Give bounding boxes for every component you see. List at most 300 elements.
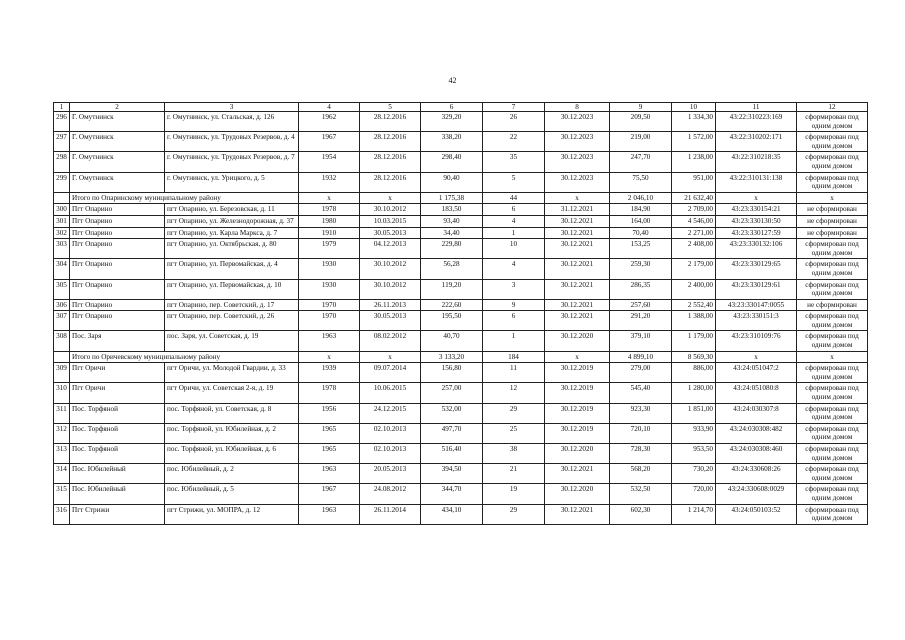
status-cell: сформирован под одним домом [797, 239, 868, 259]
district-total-label: Итого по Оричевскому муниципальному району [70, 351, 299, 363]
area-cell: 394,50 [421, 464, 483, 484]
cost-cell: 1 214,70 [672, 504, 716, 524]
cost-cell: 2 400,00 [672, 279, 716, 299]
area2-cell: 184,90 [610, 204, 672, 216]
column-number: 5 [360, 103, 421, 112]
area2-cell: 720,10 [610, 423, 672, 443]
year-cell: 1979 [299, 239, 360, 259]
blank-cell [54, 351, 70, 363]
year-cell: 1963 [299, 464, 360, 484]
area2-cell: 257,60 [610, 299, 672, 311]
area2-cell: 379,10 [610, 331, 672, 351]
column-number: 10 [672, 103, 716, 112]
year-cell: 1932 [299, 172, 360, 192]
deadline-cell: 30.12.2021 [545, 259, 610, 279]
column-number-row [54, 103, 868, 112]
year-cell: 1930 [299, 279, 360, 299]
address-cell: пгт Опарино, ул. Первомайская, д. 10 [165, 279, 299, 299]
cadastre-cell: 43:22:310223:169 [716, 112, 797, 132]
district-total-row [54, 351, 868, 363]
column-number: 3 [165, 103, 299, 112]
area-cell: 40,70 [421, 331, 483, 351]
area-cell: 3 133,20 [421, 351, 483, 363]
deadline-cell: 30.12.2020 [545, 484, 610, 504]
year-cell: х [299, 192, 360, 204]
address-cell: г. Омутнинск, ул. Трудовых Резервов, д. 4 [165, 132, 299, 152]
area2-cell: 247,70 [610, 152, 672, 172]
status-cell: не сформирован [797, 215, 868, 227]
cadastre-cell: 43:24:030308:482 [716, 423, 797, 443]
settlement-cell: Г. Омутнинск [70, 172, 165, 192]
year-cell: 1963 [299, 504, 360, 524]
residents-cell: 19 [483, 484, 545, 504]
address-cell: пгт Опарино, ул. Октябрьская, д. 80 [165, 239, 299, 259]
status-cell: сформирован под одним домом [797, 172, 868, 192]
deadline-cell: 30.12.2021 [545, 239, 610, 259]
table-row [54, 215, 868, 227]
settlement-cell: Пос. Юбилейный [70, 484, 165, 504]
row-number: 316 [54, 504, 70, 524]
residents-cell: 6 [483, 311, 545, 331]
settlement-cell: Пгт Стрижи [70, 504, 165, 524]
area-cell: 497,70 [421, 423, 483, 443]
residents-cell: 4 [483, 215, 545, 227]
area-cell: 434,10 [421, 504, 483, 524]
settlement-cell: Г. Омутнинск [70, 112, 165, 132]
deadline-cell: 30.12.2019 [545, 363, 610, 383]
date-cell: 09.07.2014 [360, 363, 421, 383]
area-cell: 183,50 [421, 204, 483, 216]
residents-cell: 44 [483, 192, 545, 204]
table-row [54, 227, 868, 239]
year-cell: 1965 [299, 444, 360, 464]
year-cell: 1967 [299, 484, 360, 504]
table-row [54, 331, 868, 351]
year-cell: 1954 [299, 152, 360, 172]
cadastre-cell: 43:22:310218:35 [716, 152, 797, 172]
status-cell: сформирован под одним домом [797, 152, 868, 172]
address-cell: пгт Стрижи, ул. МОПРА, д. 12 [165, 504, 299, 524]
column-number: 6 [421, 103, 483, 112]
cadastre-cell: х [716, 351, 797, 363]
date-cell: 08.02.2012 [360, 331, 421, 351]
address-cell: пгт Опарино, ул. Березовская, д. 11 [165, 204, 299, 216]
date-cell: 26.11.2013 [360, 299, 421, 311]
cost-cell: 1 280,00 [672, 383, 716, 403]
cadastre-cell: 43:24:330608:0029 [716, 484, 797, 504]
column-number: 1 [54, 103, 70, 112]
row-number: 309 [54, 363, 70, 383]
settlement-cell: Пгт Опарино [70, 239, 165, 259]
table-row [54, 132, 868, 152]
area-cell: 298,40 [421, 152, 483, 172]
area2-cell: 219,00 [610, 132, 672, 152]
year-cell: 1978 [299, 383, 360, 403]
cadastre-cell: 43:23:330147:0055 [716, 299, 797, 311]
area2-cell: 568,20 [610, 464, 672, 484]
area2-cell: 153,25 [610, 239, 672, 259]
address-cell: пос. Торфяной, ул. Юбилейная, д. 2 [165, 423, 299, 443]
deadline-cell: х [545, 351, 610, 363]
area2-cell: 279,00 [610, 363, 672, 383]
residents-cell: 1 [483, 227, 545, 239]
deadline-cell: 30.12.2021 [545, 215, 610, 227]
area2-cell: 259,30 [610, 259, 672, 279]
date-cell: 30.10.2012 [360, 204, 421, 216]
status-cell: сформирован под одним домом [797, 259, 868, 279]
date-cell: х [360, 192, 421, 204]
page-number: 42 [448, 76, 457, 85]
year-cell: х [299, 351, 360, 363]
date-cell: 02.10.2013 [360, 423, 421, 443]
cadastre-cell: 43:24:051080:8 [716, 383, 797, 403]
residents-cell: 22 [483, 132, 545, 152]
residents-cell: 3 [483, 279, 545, 299]
cadastre-cell: 43:23:330132:106 [716, 239, 797, 259]
date-cell: 28.12.2016 [360, 172, 421, 192]
residents-cell: 1 [483, 331, 545, 351]
date-cell: 24.08.2012 [360, 484, 421, 504]
address-cell: г. Омутнинск, ул. Стальская, д. 126 [165, 112, 299, 132]
row-number: 300 [54, 204, 70, 216]
area-cell: 329,20 [421, 112, 483, 132]
cost-cell: 951,00 [672, 172, 716, 192]
status-cell: сформирован под одним домом [797, 112, 868, 132]
cost-cell: 2 408,00 [672, 239, 716, 259]
deadline-cell: 30.12.2020 [545, 331, 610, 351]
row-number: 313 [54, 444, 70, 464]
area-cell: 56,28 [421, 259, 483, 279]
status-cell: не сформирован [797, 204, 868, 216]
settlement-cell: Пгт Опарино [70, 259, 165, 279]
status-cell: сформирован под одним домом [797, 423, 868, 443]
status-cell: не сформирован [797, 227, 868, 239]
area-cell: 229,80 [421, 239, 483, 259]
address-cell: пгт Опарино, пер. Советский, д. 26 [165, 311, 299, 331]
settlement-cell: Г. Омутнинск [70, 152, 165, 172]
row-number: 315 [54, 484, 70, 504]
address-cell: г. Омутнинск, ул. Урицкого, д. 5 [165, 172, 299, 192]
year-cell: 1956 [299, 403, 360, 423]
date-cell: 20.05.2013 [360, 464, 421, 484]
cost-cell: 1 388,00 [672, 311, 716, 331]
date-cell: 26.11.2014 [360, 504, 421, 524]
deadline-cell: 30.12.2021 [545, 464, 610, 484]
table-row [54, 464, 868, 484]
district-total-label: Итого по Опаринскому муниципальному району [70, 192, 299, 204]
cost-cell: 1 334,30 [672, 112, 716, 132]
status-cell: сформирован под одним домом [797, 504, 868, 524]
area-cell: 344,70 [421, 484, 483, 504]
area2-cell: 164,00 [610, 215, 672, 227]
row-number: 303 [54, 239, 70, 259]
year-cell: 1970 [299, 311, 360, 331]
status-cell: сформирован под одним домом [797, 363, 868, 383]
cost-cell: 21 632,40 [672, 192, 716, 204]
cost-cell: 886,00 [672, 363, 716, 383]
table-row [54, 172, 868, 192]
residents-cell: 5 [483, 172, 545, 192]
cadastre-cell: 43:22:310202:171 [716, 132, 797, 152]
address-cell: пос. Заря, ул. Советская, д. 19 [165, 331, 299, 351]
table-row [54, 363, 868, 383]
area2-cell: 2 046,10 [610, 192, 672, 204]
address-cell: пос. Юбилейный, д. 2 [165, 464, 299, 484]
deadline-cell: 30.12.2019 [545, 403, 610, 423]
year-cell: 1967 [299, 132, 360, 152]
cadastre-cell: 43:23:330130:50 [716, 215, 797, 227]
year-cell: 1980 [299, 215, 360, 227]
housing-register-table [53, 102, 868, 525]
cost-cell: 2 179,00 [672, 259, 716, 279]
residents-cell: 9 [483, 299, 545, 311]
row-number: 314 [54, 464, 70, 484]
area2-cell: 532,50 [610, 484, 672, 504]
year-cell: 1962 [299, 112, 360, 132]
cost-cell: 720,00 [672, 484, 716, 504]
row-number: 298 [54, 152, 70, 172]
area-cell: 532,00 [421, 403, 483, 423]
address-cell: пгт Опарино, пер. Советский, д. 17 [165, 299, 299, 311]
settlement-cell: Г. Омутнинск [70, 132, 165, 152]
date-cell: 24.12.2015 [360, 403, 421, 423]
table-row [54, 239, 868, 259]
cadastre-cell: 43:24:330608:26 [716, 464, 797, 484]
settlement-cell: Пгт Опарино [70, 299, 165, 311]
row-number: 311 [54, 403, 70, 423]
deadline-cell: 30.12.2021 [545, 227, 610, 239]
year-cell: 1930 [299, 259, 360, 279]
column-number: 4 [299, 103, 360, 112]
district-total-row [54, 192, 868, 204]
residents-cell: 25 [483, 423, 545, 443]
area2-cell: 545,40 [610, 383, 672, 403]
deadline-cell: 30.12.2021 [545, 279, 610, 299]
cost-cell: 1 238,00 [672, 152, 716, 172]
address-cell: пос. Юбилейный, д. 5 [165, 484, 299, 504]
status-cell: сформирован под одним домом [797, 279, 868, 299]
deadline-cell: 30.12.2019 [545, 383, 610, 403]
status-cell: сформирован под одним домом [797, 484, 868, 504]
row-number: 297 [54, 132, 70, 152]
residents-cell: 26 [483, 112, 545, 132]
column-number: 11 [716, 103, 797, 112]
residents-cell: 38 [483, 444, 545, 464]
row-number: 307 [54, 311, 70, 331]
cost-cell: 4 546,00 [672, 215, 716, 227]
row-number: 306 [54, 299, 70, 311]
year-cell: 1963 [299, 331, 360, 351]
cadastre-cell: 43:24:050103:52 [716, 504, 797, 524]
date-cell: 10.06.2015 [360, 383, 421, 403]
area-cell: 338,20 [421, 132, 483, 152]
date-cell: 30.10.2012 [360, 279, 421, 299]
table-row [54, 259, 868, 279]
cadastre-cell: 43:23:330154:21 [716, 204, 797, 216]
cadastre-cell: 43:23:310109:76 [716, 331, 797, 351]
table-row [54, 279, 868, 299]
area-cell: 90,40 [421, 172, 483, 192]
residents-cell: 6 [483, 204, 545, 216]
year-cell: 1970 [299, 299, 360, 311]
table-row [54, 504, 868, 524]
area-cell: 34,40 [421, 227, 483, 239]
cost-cell: 953,50 [672, 444, 716, 464]
date-cell: 30.10.2012 [360, 259, 421, 279]
area-cell: 222,60 [421, 299, 483, 311]
cadastre-cell: 43:23:330129:61 [716, 279, 797, 299]
residents-cell: 4 [483, 259, 545, 279]
status-cell: не сформирован [797, 299, 868, 311]
table-row [54, 484, 868, 504]
cost-cell: 1 179,00 [672, 331, 716, 351]
cadastre-cell: 43:23:330127:59 [716, 227, 797, 239]
area2-cell: 286,35 [610, 279, 672, 299]
table-row [54, 383, 868, 403]
row-number: 312 [54, 423, 70, 443]
row-number: 304 [54, 259, 70, 279]
residents-cell: 29 [483, 504, 545, 524]
cost-cell: 2 709,00 [672, 204, 716, 216]
residents-cell: 29 [483, 403, 545, 423]
date-cell: 28.12.2016 [360, 112, 421, 132]
column-number: 7 [483, 103, 545, 112]
table-row [54, 444, 868, 464]
area2-cell: 70,40 [610, 227, 672, 239]
settlement-cell: Пос. Торфяной [70, 423, 165, 443]
cost-cell: 8 569,30 [672, 351, 716, 363]
address-cell: пгт Опарино, ул. Первомайская, д. 4 [165, 259, 299, 279]
table-row [54, 299, 868, 311]
settlement-cell: Пос. Юбилейный [70, 464, 165, 484]
residents-cell: 10 [483, 239, 545, 259]
status-cell: сформирован под одним домом [797, 383, 868, 403]
status-cell: х [797, 192, 868, 204]
cadastre-cell: 43:24:030308:460 [716, 444, 797, 464]
residents-cell: 21 [483, 464, 545, 484]
date-cell: 28.12.2016 [360, 132, 421, 152]
column-number: 9 [610, 103, 672, 112]
year-cell: 1965 [299, 423, 360, 443]
area-cell: 93,40 [421, 215, 483, 227]
cadastre-cell: 43:22:310131:138 [716, 172, 797, 192]
row-number: 308 [54, 331, 70, 351]
cost-cell: 1 572,00 [672, 132, 716, 152]
date-cell: х [360, 351, 421, 363]
deadline-cell: 30.12.2021 [545, 311, 610, 331]
table-row [54, 152, 868, 172]
date-cell: 10.03.2015 [360, 215, 421, 227]
cadastre-cell: 43:24:030307:8 [716, 403, 797, 423]
deadline-cell: х [545, 192, 610, 204]
area-cell: 257,00 [421, 383, 483, 403]
cadastre-cell: 43:23:330151:3 [716, 311, 797, 331]
cadastre-cell: 43:23:330129:65 [716, 259, 797, 279]
table-row [54, 423, 868, 443]
residents-cell: 184 [483, 351, 545, 363]
cadastre-cell: 43:24:051047:2 [716, 363, 797, 383]
date-cell: 30.05.2013 [360, 311, 421, 331]
column-number: 2 [70, 103, 165, 112]
status-cell: х [797, 351, 868, 363]
cost-cell: 1 851,00 [672, 403, 716, 423]
year-cell: 1910 [299, 227, 360, 239]
settlement-cell: Пос. Торфяной [70, 403, 165, 423]
deadline-cell: 30.12.2021 [545, 299, 610, 311]
deadline-cell: 30.12.2023 [545, 172, 610, 192]
deadline-cell: 31.12.2021 [545, 204, 610, 216]
date-cell: 30.05.2013 [360, 227, 421, 239]
row-number: 305 [54, 279, 70, 299]
deadline-cell: 30.12.2020 [545, 444, 610, 464]
cost-cell: 933,90 [672, 423, 716, 443]
cost-cell: 730,20 [672, 464, 716, 484]
status-cell: сформирован под одним домом [797, 311, 868, 331]
date-cell: 04.12.2013 [360, 239, 421, 259]
address-cell: г. Омутнинск, ул. Трудовых Резервов, д. 7 [165, 152, 299, 172]
settlement-cell: Пгт Оричи [70, 363, 165, 383]
settlement-cell: Пгт Опарино [70, 311, 165, 331]
settlement-cell: Пос. Заря [70, 331, 165, 351]
settlement-cell: Пгт Опарино [70, 227, 165, 239]
area2-cell: 923,30 [610, 403, 672, 423]
table-row [54, 403, 868, 423]
settlement-cell: Пгт Оричи [70, 383, 165, 403]
deadline-cell: 30.12.2019 [545, 423, 610, 443]
year-cell: 1978 [299, 204, 360, 216]
area-cell: 1 175,38 [421, 192, 483, 204]
residents-cell: 35 [483, 152, 545, 172]
area-cell: 156,80 [421, 363, 483, 383]
area-cell: 195,50 [421, 311, 483, 331]
area-cell: 119,20 [421, 279, 483, 299]
settlement-cell: Пос. Торфяной [70, 444, 165, 464]
residents-cell: 11 [483, 363, 545, 383]
area-cell: 516,40 [421, 444, 483, 464]
table-row [54, 204, 868, 216]
date-cell: 02.10.2013 [360, 444, 421, 464]
address-cell: пос. Торфяной, ул. Советская, д. 8 [165, 403, 299, 423]
area2-cell: 291,20 [610, 311, 672, 331]
address-cell: пгт Оричи, ул. Советская 2-я, д. 19 [165, 383, 299, 403]
table-row [54, 112, 868, 132]
date-cell: 28.12.2016 [360, 152, 421, 172]
table-row [54, 311, 868, 331]
residents-cell: 12 [483, 383, 545, 403]
deadline-cell: 30.12.2023 [545, 152, 610, 172]
status-cell: сформирован под одним домом [797, 444, 868, 464]
area2-cell: 209,50 [610, 112, 672, 132]
row-number: 299 [54, 172, 70, 192]
row-number: 302 [54, 227, 70, 239]
address-cell: пгт Опарино, ул. Железнодорожная, д. 37 [165, 215, 299, 227]
deadline-cell: 30.12.2023 [545, 112, 610, 132]
settlement-cell: Пгт Опарино [70, 279, 165, 299]
cadastre-cell: х [716, 192, 797, 204]
address-cell: пос. Торфяной, ул. Юбилейная, д. 6 [165, 444, 299, 464]
status-cell: сформирован под одним домом [797, 403, 868, 423]
row-number: 310 [54, 383, 70, 403]
area2-cell: 602,30 [610, 504, 672, 524]
settlement-cell: Пгт Опарино [70, 204, 165, 216]
status-cell: сформирован под одним домом [797, 464, 868, 484]
cost-cell: 2 271,00 [672, 227, 716, 239]
column-number: 8 [545, 103, 610, 112]
status-cell: сформирован под одним домом [797, 132, 868, 152]
deadline-cell: 30.12.2021 [545, 504, 610, 524]
settlement-cell: Пгт Опарино [70, 215, 165, 227]
area2-cell: 4 899,10 [610, 351, 672, 363]
